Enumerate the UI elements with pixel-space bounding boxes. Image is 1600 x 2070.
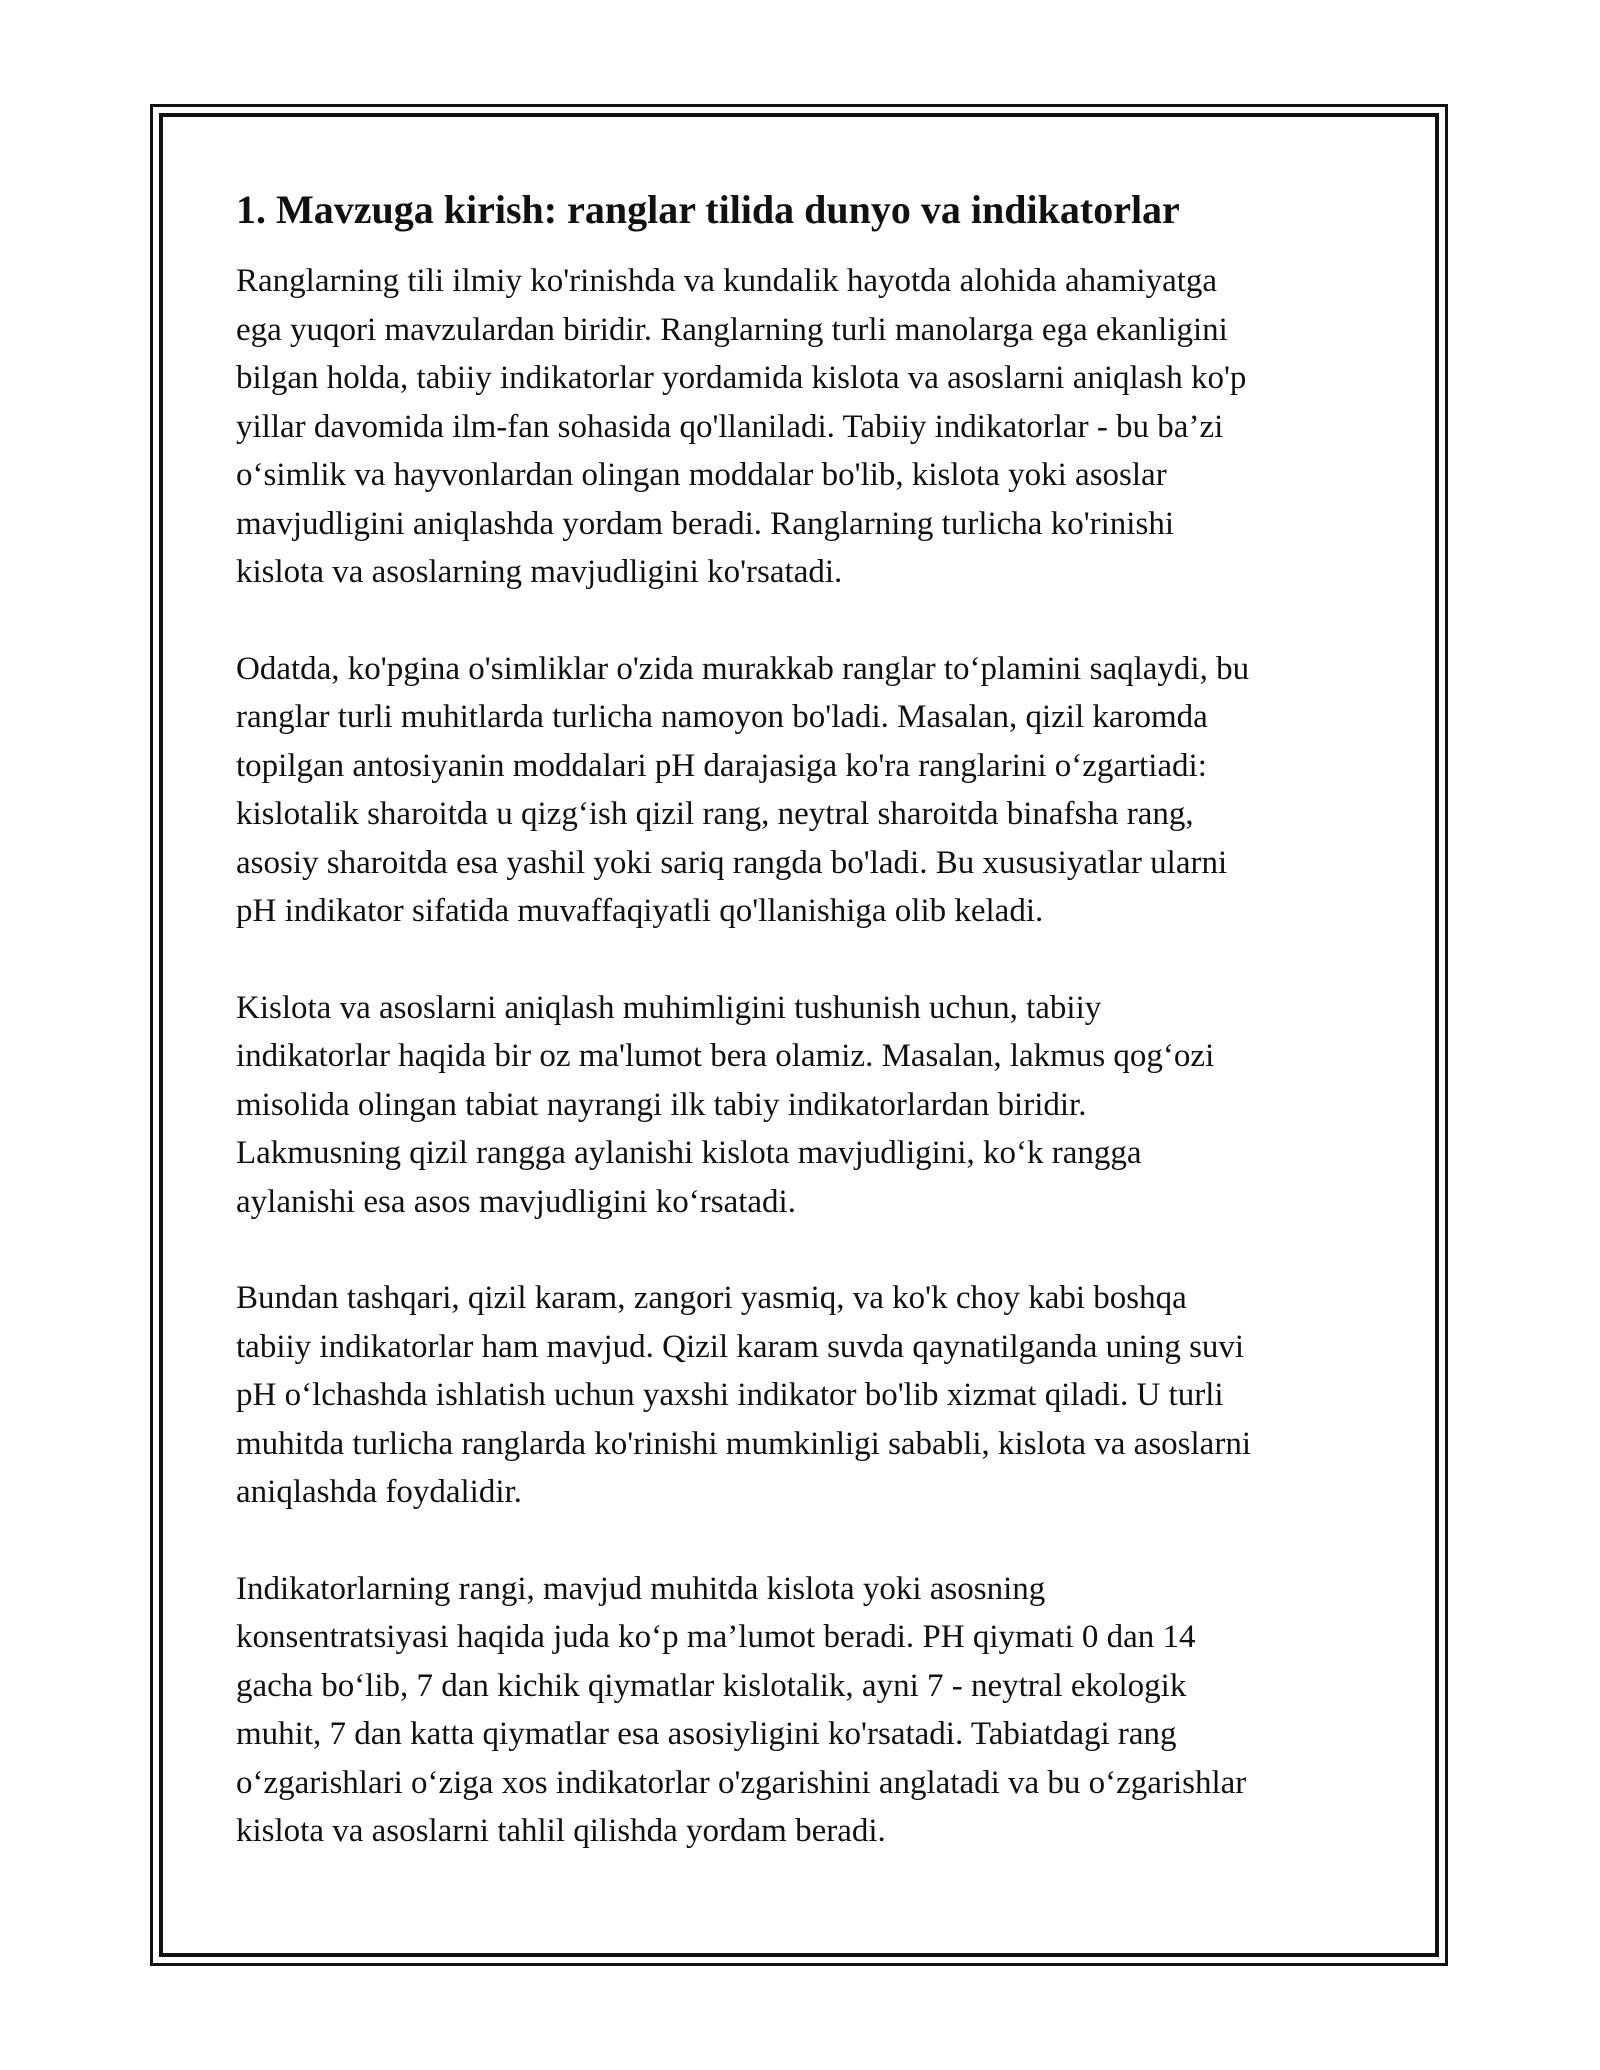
paragraph-3 [236,984,1376,1227]
paragraph-line: gacha bo‘lib, 7 dan kichik qiymatlar kislotalik, ayni 7 - neytral ekologik [236,1667,1187,1704]
paragraph-line: aylanishi esa asos mavjudligini ko‘rsatadi. [236,1183,796,1220]
paragraph-line: pH indikator sifatida muvaffaqiyatli qo'llanishiga olib keladi. [236,893,1044,929]
paragraph-4 [236,1274,1376,1517]
paragraph-line: o‘simlik va hayvonlardan olingan moddalar bo'lib, kislota yoki asoslar [236,457,1167,493]
paragraph-line: tabiiy indikatorlar ham mavjud. Qizil karam suvda qaynatilganda uning suvi [236,1328,1245,1365]
paragraph-line: Indikatorlarning rangi, mavjud muhitda kislota yoki asosning [236,1570,1046,1607]
section-heading: 1. Mavzuga kirish: ranglar tilida dunyo va indikatorlar [236,187,1180,232]
paragraph-line: kislota va asoslarning mavjudligini ko'rsatadi. [236,554,843,590]
paragraph-5 [236,1565,1376,1856]
paragraph-line: kislota va asoslarni tahlil qilishda yordam beradi. [236,1813,886,1849]
paragraph-line: mavjudligini aniqlashda yordam beradi. Ranglarning turlicha ko'rinishi [236,505,1174,542]
paragraph-line: Bundan tashqari, qizil karam, zangori yasmiq, va ko'k choy kabi boshqa [236,1280,1187,1316]
paragraph-1 [236,257,1376,597]
document-body [236,185,1376,1904]
paragraph-line: Ranglarning tili ilmiy ko'rinishda va kundalik hayotda alohida ahamiyatga [236,263,1218,299]
paragraph-line: topilgan antosiyanin moddalari pH darajasiga ko'ra ranglarini o‘zgartiadi: [236,747,1207,784]
paragraph-line: Odatda, ko'pgina o'simliklar o'zida murakkab ranglar to‘plamini saqlaydi, bu [236,650,1250,687]
paragraph-line: yillar davomida ilm-fan sohasida qo'llaniladi. Tabiiy indikatorlar - bu ba’zi [236,408,1224,445]
paragraph-line: asosiy sharoitda esa yashil yoki sariq rangda bo'ladi. Bu xususiyatlar ularni [236,844,1228,881]
paragraph-line: kislotalik sharoitda u qizg‘ish qizil rang, neytral sharoitda binafsha rang, [236,796,1194,832]
paragraph-line: bilgan holda, tabiiy indikatorlar yordamida kislota va asoslarni aniqlash ko'p [236,360,1247,396]
paragraph-line: Lakmusning qizil rangga aylanishi kislota mavjudligini, ko‘k rangga [236,1135,1142,1171]
paragraph-line: muhit, 7 dan katta qiymatlar esa asosiyligini ko'rsatadi. Tabiatdagi rang [236,1716,1177,1752]
paragraph-line: aniqlashda foydalidir. [236,1474,522,1510]
paragraph-line: indikatorlar haqida bir oz ma'lumot bera olamiz. Masalan, lakmus qog‘ozi [236,1038,1215,1074]
paragraph-line: o‘zgarishlari o‘ziga xos indikatorlar o'zgarishini anglatadi va bu o‘zgarishlar [236,1764,1247,1801]
paragraph-line: ranglar turli muhitlarda turlicha namoyon bo'ladi. Masalan, qizil karomda [236,699,1208,735]
paragraph-line: muhitda turlicha ranglarda ko'rinishi mumkinligi sababli, kislota va asoslarni [236,1425,1251,1462]
paragraph-line: ega yuqori mavzulardan biridir. Ranglarning turli manolarga ega ekanligini [236,311,1228,348]
paragraph-line: pH o‘lchashda ishlatish uchun yaxshi indikator bo'lib xizmat qiladi. U turli [236,1377,1224,1413]
paragraph-2 [236,645,1376,936]
paragraph-line: Kislota va asoslarni aniqlash muhimligini tushunish uchun, tabiiy [236,989,1102,1026]
paragraph-line: misolida olingan tabiat nayrangi ilk tabiy indikatorlardan biridir. [236,1086,1087,1123]
paragraph-line: konsentratsiyasi haqida juda ko‘p ma’lumot beradi. PH qiymati 0 dan 14 [236,1619,1196,1655]
